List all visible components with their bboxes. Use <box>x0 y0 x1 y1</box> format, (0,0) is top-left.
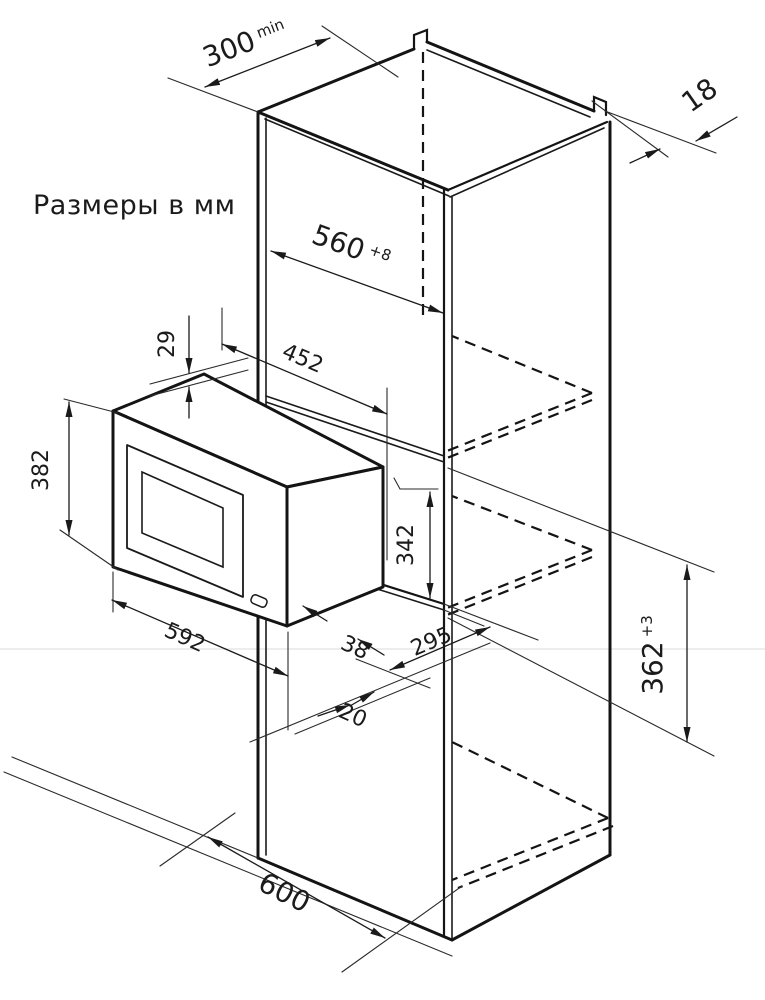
dim-label-342: 342 <box>394 524 419 566</box>
dimension-295 <box>390 622 490 670</box>
dimension-342 <box>394 492 430 598</box>
hidden-bottom-panel <box>452 742 608 818</box>
dim-label-300: 300min <box>198 14 287 75</box>
hidden-shelves <box>442 336 613 888</box>
microwave-right-face <box>287 467 383 626</box>
dimension-20 <box>318 692 374 733</box>
dimension-18 <box>630 71 737 163</box>
floor-guide-lines <box>4 757 452 956</box>
dimension-382 <box>29 402 69 535</box>
back-right-tab <box>594 97 606 115</box>
dimension-362 <box>636 565 687 742</box>
dim-label-362: 362+3 <box>636 615 669 695</box>
dim-label-38: 38 <box>336 630 373 666</box>
dim-label-592: 592 <box>160 618 209 659</box>
microwave <box>113 374 383 626</box>
dim-label-382: 382 <box>29 449 54 491</box>
dim-label-20: 20 <box>334 698 371 734</box>
dim-label-560: 560+8 <box>307 217 394 268</box>
units-legend: Размеры в мм <box>33 190 236 221</box>
dimension-560 <box>271 218 443 313</box>
dim-label-452: 452 <box>278 339 327 379</box>
dimension-600 <box>208 837 385 938</box>
dimension-300-min <box>198 12 330 87</box>
dim-label-600: 600 <box>253 865 316 920</box>
dim-label-18: 18 <box>675 71 724 119</box>
dim-label-295: 295 <box>407 622 456 662</box>
back-left-tab <box>414 30 427 49</box>
dim-label-29: 29 <box>155 330 180 358</box>
